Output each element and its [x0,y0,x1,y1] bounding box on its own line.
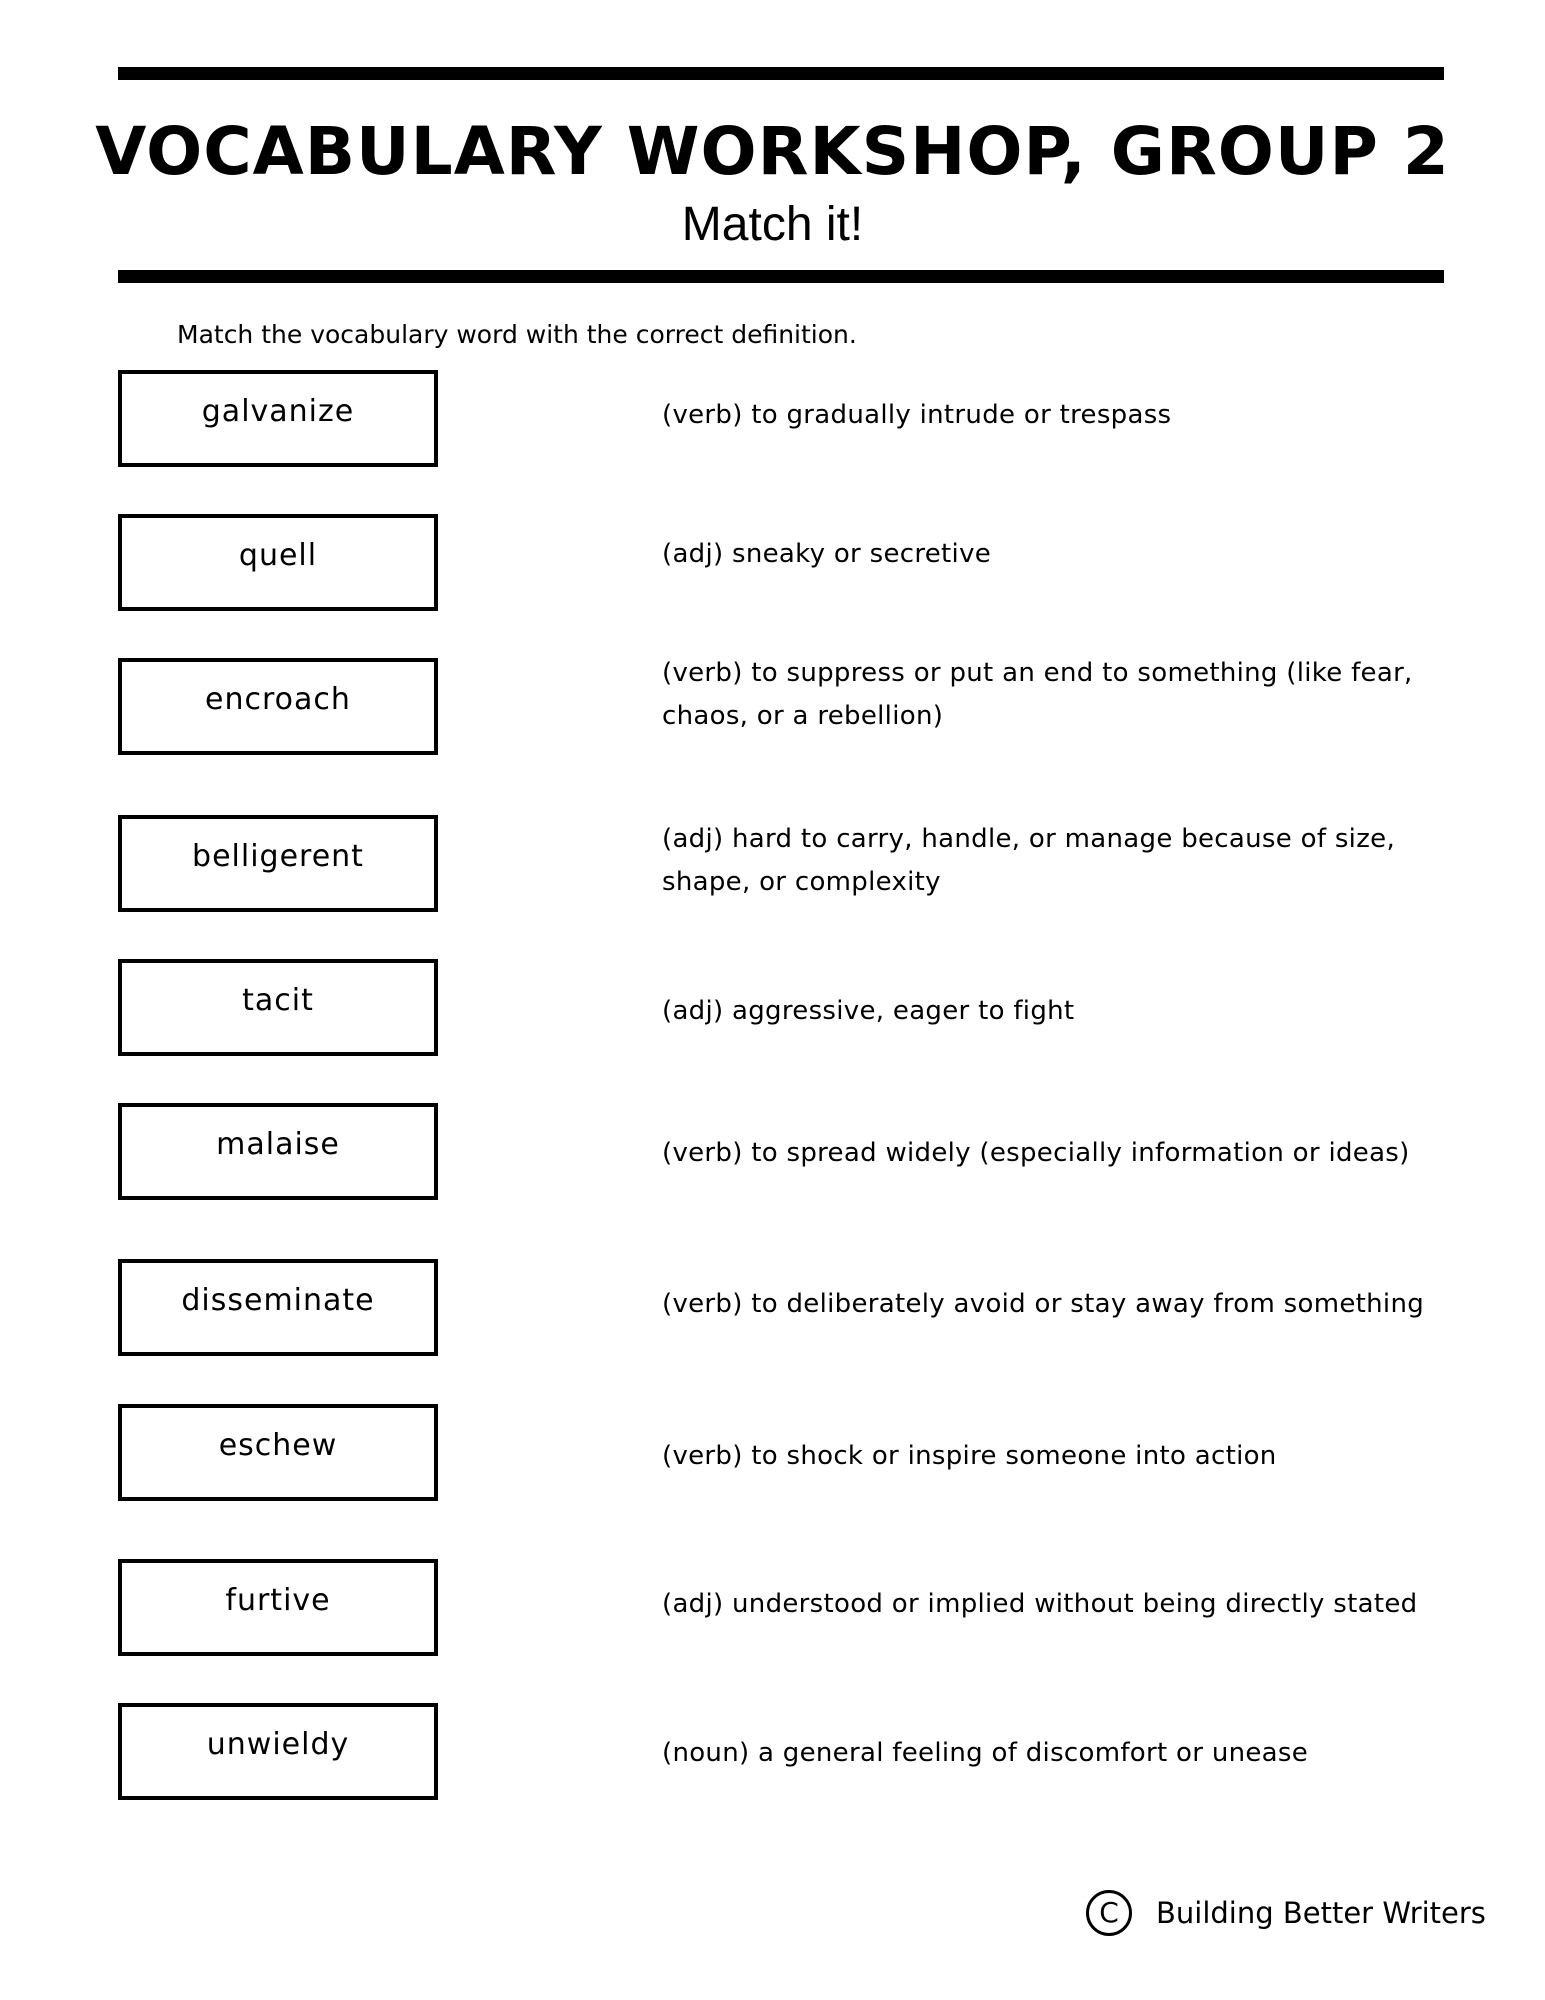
word-label: unwieldy [206,1727,350,1762]
word-box [118,959,438,1056]
footer-text: Building Better Writers [1156,1896,1486,1930]
word-box [118,658,438,755]
definition-text: (verb) to gradually intrude or trespass [662,400,1172,430]
page-subtitle: Match it! [681,198,864,251]
word-box [118,1559,438,1656]
definition-text: (adj) aggressive, eager to fight [662,996,1075,1026]
word-box [118,514,438,611]
word-label: malaise [216,1127,340,1162]
word-label: eschew [218,1428,338,1463]
bottom-rule [118,270,1444,283]
word-label: disseminate [181,1283,375,1318]
definition-text: (noun) a general feeling of discomfort or unease [662,1738,1309,1768]
word-box [118,1103,438,1200]
definition-text: (verb) to spread widely (especially information or ideas) [662,1138,1410,1168]
word-label: tacit [242,983,314,1018]
top-rule [118,67,1444,80]
word-label: belligerent [192,839,364,874]
word-box [118,815,438,912]
word-box [118,1259,438,1356]
page-title: VOCABULARY WORKSHOP, GROUP 2 [95,113,1450,190]
definition-text: (verb) to suppress or put an end to something (like fear, chaos, or a rebellion) [662,658,1413,731]
word-label: quell [238,538,318,573]
footer-credit [1086,1890,1486,1936]
copyright-icon: C [1086,1890,1132,1936]
word-box [118,1703,438,1800]
word-label: galvanize [201,394,355,429]
definition-text: (adj) sneaky or secretive [662,539,992,569]
word-box [118,370,438,467]
definition-text: (adj) understood or implied without being directly stated [662,1589,1418,1619]
definition-text: (adj) hard to carry, handle, or manage because of size, shape, or complexity [662,824,1396,897]
word-box [118,1404,438,1501]
word-label: furtive [225,1583,331,1618]
word-label: encroach [205,682,351,717]
definition-text: (verb) to shock or inspire someone into action [662,1441,1277,1471]
instructions-text: Match the vocabulary word with the correct definition. [177,320,857,349]
definition-text: (verb) to deliberately avoid or stay away from something [662,1289,1425,1319]
